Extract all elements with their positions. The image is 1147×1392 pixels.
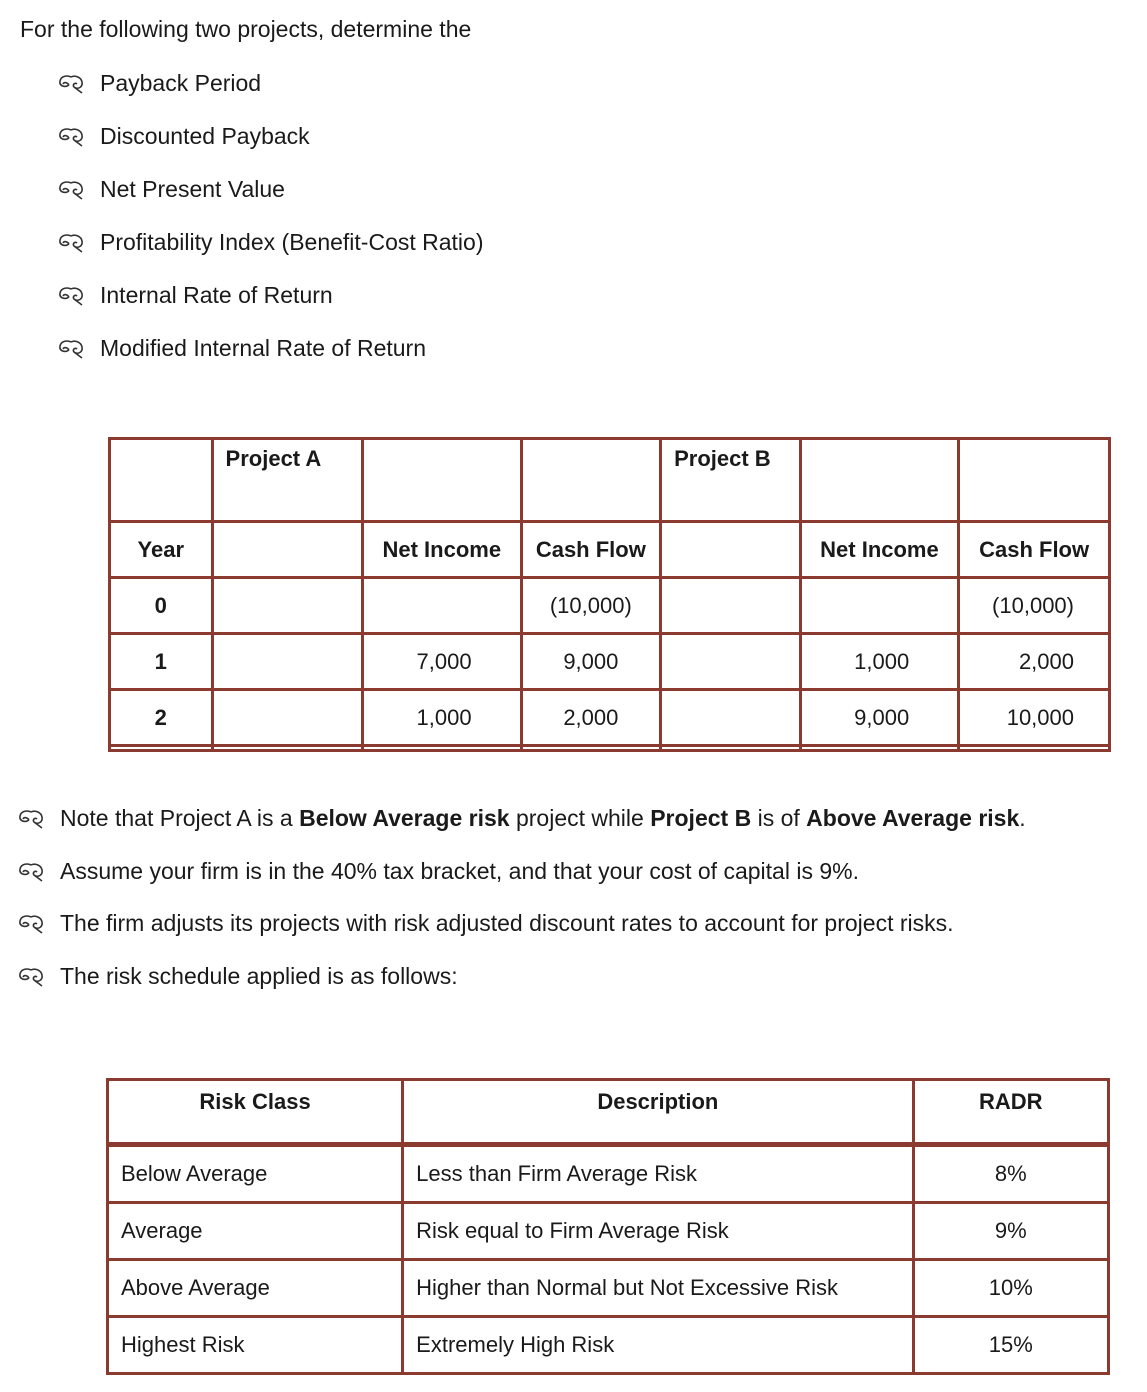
- task-item: [58, 70, 484, 123]
- task-label: Internal Rate of Return: [100, 282, 333, 308]
- note-bold: Project B: [650, 805, 752, 831]
- year-cell: 1: [110, 634, 213, 690]
- bullet-icon: [58, 339, 84, 359]
- table-row: [108, 1145, 1109, 1203]
- b-cash-flow-cell: (10,000): [959, 578, 1110, 634]
- table-cell: [521, 439, 661, 522]
- a-cash-flow-cell: 9,000: [521, 634, 661, 690]
- table-row: [110, 690, 1110, 746]
- a-net-income-header: Net Income: [363, 522, 522, 578]
- project-cashflow-table: [108, 437, 1111, 752]
- task-item: [58, 123, 484, 176]
- task-list: [58, 70, 484, 388]
- year-header: Year: [110, 522, 213, 578]
- b-net-income-cell: [800, 578, 959, 634]
- year-cell: 2: [110, 690, 213, 746]
- radr-cell: 15%: [913, 1317, 1108, 1374]
- risk-class-header: Risk Class: [108, 1080, 403, 1145]
- risk-class-cell: Above Average: [108, 1260, 403, 1317]
- table-cell: [212, 578, 362, 634]
- table-cell: [110, 746, 213, 751]
- radr-header: RADR: [913, 1080, 1108, 1145]
- table-cell: [661, 746, 801, 751]
- bullet-icon: [18, 967, 44, 987]
- b-net-income-cell: 9,000: [800, 690, 959, 746]
- b-cash-flow-cell: 10,000: [959, 690, 1110, 746]
- task-label: Modified Internal Rate of Return: [100, 335, 427, 361]
- note-item: [18, 963, 1026, 1016]
- a-net-income-cell: 1,000: [363, 690, 522, 746]
- a-net-income-cell: [363, 578, 522, 634]
- bullet-icon: [18, 809, 44, 829]
- a-net-income-cell: 7,000: [363, 634, 522, 690]
- bullet-icon: [58, 127, 84, 147]
- b-cash-flow-header: Cash Flow: [959, 522, 1110, 578]
- bullet-icon: [18, 862, 44, 882]
- task-item: [58, 282, 484, 335]
- note-text: Assume your firm is in the 40% tax bracket, and that your cost of capital is 9%.: [60, 857, 859, 884]
- table-cell: [363, 439, 522, 522]
- task-item: [58, 176, 484, 229]
- table-row: [108, 1317, 1109, 1374]
- description-cell: Higher than Normal but Not Excessive Risk: [403, 1260, 913, 1317]
- note-bold: Below Average risk: [299, 805, 510, 831]
- task-item: [58, 229, 484, 282]
- risk-class-cell: Highest Risk: [108, 1317, 403, 1374]
- table-row: [110, 439, 1110, 522]
- a-cash-flow-header: Cash Flow: [521, 522, 661, 578]
- table-cell: [800, 746, 959, 751]
- note-item: [18, 805, 1026, 858]
- bullet-icon: [58, 233, 84, 253]
- a-cash-flow-cell: (10,000): [521, 578, 661, 634]
- task-label: Discounted Payback: [100, 123, 310, 149]
- note-text: The firm adjusts its projects with risk adjusted discount rates to account for project risks.: [60, 910, 954, 936]
- risk-schedule-table: [106, 1078, 1110, 1375]
- radr-cell: 10%: [913, 1260, 1108, 1317]
- table-cell: [661, 578, 801, 634]
- description-header: Description: [403, 1080, 913, 1145]
- note-fragment: .: [1019, 805, 1026, 831]
- table-row: [108, 1260, 1109, 1317]
- note-fragment: project while: [509, 805, 651, 831]
- table-row: [110, 634, 1110, 690]
- task-label: Net Present Value: [100, 176, 285, 202]
- notes-list: [18, 805, 1026, 1015]
- b-net-income-header: Net Income: [800, 522, 959, 578]
- note-text: [60, 805, 1026, 832]
- task-label: Profitability Index (Benefit-Cost Ratio): [100, 229, 484, 255]
- bullet-icon: [58, 286, 84, 306]
- note-item: [18, 910, 1026, 963]
- table-cell: [800, 439, 959, 522]
- project-b-header: Project B: [661, 439, 801, 522]
- project-a-header: Project A: [212, 439, 362, 522]
- table-cell: [661, 690, 801, 746]
- intro-text: For the following two projects, determine the: [20, 16, 472, 42]
- table-cell: [959, 439, 1110, 522]
- note-fragment: is of: [751, 805, 807, 831]
- table-cell: [212, 634, 362, 690]
- table-row: [110, 578, 1110, 634]
- note-bold: Above Average risk: [806, 805, 1020, 831]
- table-cell: [661, 522, 801, 578]
- task-item: [58, 335, 484, 388]
- risk-class-cell: Average: [108, 1203, 403, 1260]
- table-cell: [959, 746, 1110, 751]
- b-cash-flow-cell: 2,000: [959, 634, 1110, 690]
- description-cell: Risk equal to Firm Average Risk: [403, 1203, 913, 1260]
- table-cell: [521, 746, 661, 751]
- bullet-icon: [18, 914, 44, 934]
- year-cell: 0: [110, 578, 213, 634]
- description-cell: Extremely High Risk: [403, 1317, 913, 1374]
- a-cash-flow-cell: 2,000: [521, 690, 661, 746]
- bullet-icon: [58, 180, 84, 200]
- note-fragment: Note that Project A is a: [60, 805, 300, 831]
- table-header-row: [108, 1080, 1109, 1145]
- radr-cell: 9%: [913, 1203, 1108, 1260]
- table-cell: [212, 690, 362, 746]
- table-row: [108, 1203, 1109, 1260]
- table-cell: [363, 746, 522, 751]
- bullet-icon: [58, 74, 84, 94]
- description-cell: Less than Firm Average Risk: [403, 1145, 913, 1203]
- risk-class-cell: Below Average: [108, 1145, 403, 1203]
- note-text: The risk schedule applied is as follows:: [60, 962, 458, 989]
- table-row: [110, 746, 1110, 751]
- b-net-income-cell: 1,000: [800, 634, 959, 690]
- table-cell: [212, 522, 362, 578]
- note-item: [18, 858, 1026, 911]
- table-cell: [110, 439, 213, 522]
- table-row: [110, 522, 1110, 578]
- table-cell: [661, 634, 801, 690]
- radr-cell: 8%: [913, 1145, 1108, 1203]
- table-cell: [212, 746, 362, 751]
- task-label: Payback Period: [100, 70, 262, 96]
